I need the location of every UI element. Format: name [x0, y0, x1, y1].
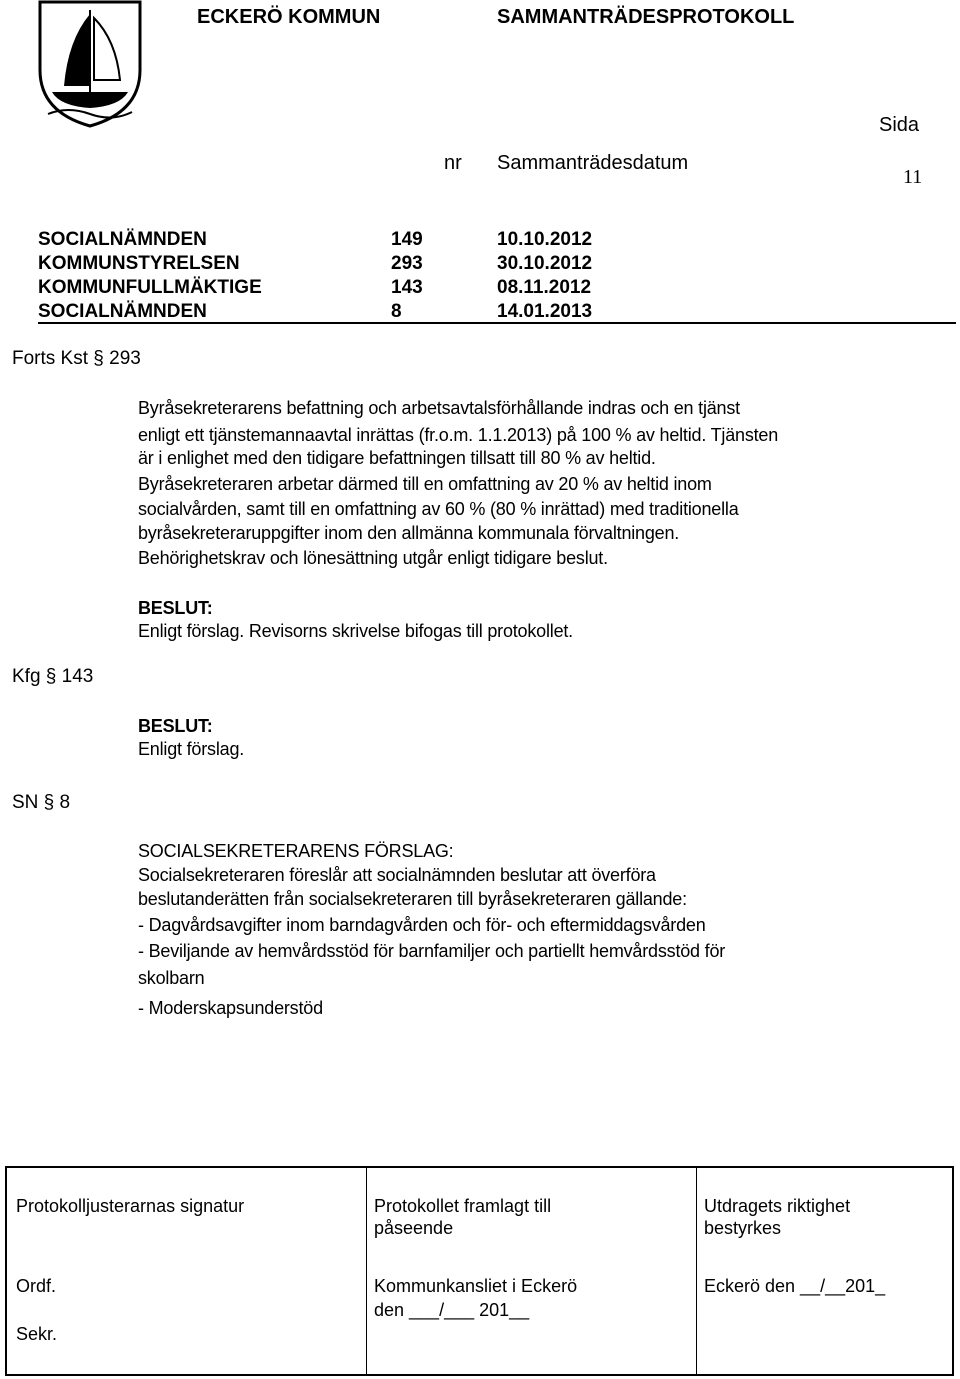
certified-heading-line2: bestyrkes	[704, 1218, 782, 1238]
sn-proposal-heading: SOCIALSEKRETERARENS FÖRSLAG:	[138, 841, 454, 861]
eckero-coat-of-arms-logo	[38, 0, 142, 128]
text-line: skolbarn	[138, 968, 205, 988]
text-line: - Dagvårdsavgifter inom barndagvården och för- och eftermiddagsvården	[138, 915, 706, 935]
meeting-date: 30.10.2012	[497, 253, 593, 274]
certified-heading-line1: Utdragets riktighet	[704, 1196, 851, 1216]
ks-paragraph-ref: Forts Kst § 293	[12, 348, 141, 369]
text-line: - Beviljande av hemvårdsstöd för barnfamiljer och partiellt hemvårdsstöd för	[138, 941, 726, 961]
meeting-date: 14.01.2013	[497, 301, 593, 322]
text-line: Socialsekreteraren föreslår att socialnämnden beslutar att överföra	[138, 865, 656, 885]
date-column-label: Sammanträdesdatum	[497, 152, 689, 174]
meeting-nr: 143	[391, 277, 423, 298]
meeting-date: 08.11.2012	[497, 277, 592, 298]
meeting-nr: 8	[391, 301, 402, 322]
ks-beslut-text: Enligt förslag. Revisorns skrivelse bifogas till protokollet.	[138, 621, 573, 641]
meeting-body: KOMMUNSTYRELSEN	[38, 253, 240, 274]
header-divider	[38, 322, 956, 324]
meeting-body: SOCIALNÄMNDEN	[38, 301, 207, 322]
posted-date: den ___/___ 201__	[374, 1300, 530, 1320]
municipality-name: ECKERÖ KOMMUN	[197, 6, 381, 28]
nr-column-label: nr	[444, 152, 462, 174]
text-line: enligt ett tjänstemannaavtal inrättas (fr.o.m. 1.1.2013) på 100 % av heltid. Tjänsten	[138, 425, 779, 445]
text-line: Byråsekreterarens befattning och arbetsavtalsförhållande indras och en tjänst	[138, 398, 740, 418]
column-divider	[366, 1168, 367, 1374]
page-number: 11	[903, 166, 923, 188]
kfg-beslut-label: BESLUT:	[138, 716, 213, 736]
meeting-date: 10.10.2012	[497, 229, 593, 250]
sn-paragraph-ref: SN § 8	[12, 792, 71, 813]
ks-beslut-label: BESLUT:	[138, 598, 213, 618]
text-line: beslutanderätten från socialsekreteraren till byråsekreteraren gällande:	[138, 889, 687, 909]
column-divider	[696, 1168, 697, 1374]
kfg-paragraph-ref: Kfg § 143	[12, 666, 94, 687]
kfg-beslut-text: Enligt förslag.	[138, 739, 245, 759]
posted-heading-line2: påseende	[374, 1218, 454, 1238]
chair-label: Ordf.	[16, 1276, 57, 1296]
text-line: Behörighetskrav och lönesättning utgår enligt tidigare beslut.	[138, 548, 608, 568]
text-line: byråsekreteraruppgifter inom den allmänna kommunala förvaltningen.	[138, 523, 680, 543]
meeting-nr: 149	[391, 229, 423, 250]
secretary-label: Sekr.	[16, 1324, 58, 1344]
meeting-body: KOMMUNFULLMÄKTIGE	[38, 277, 262, 298]
text-line: är i enlighet med den tidigare befattningen tillsatt till 80 % av heltid.	[138, 448, 656, 468]
text-line: Byråsekreteraren arbetar därmed till en omfattning av 20 % av heltid inom	[138, 474, 712, 494]
signature-heading: Protokolljusterarnas signatur	[16, 1196, 245, 1216]
page-label: Sida	[879, 114, 920, 136]
posted-heading-line1: Protokollet framlagt till	[374, 1196, 552, 1216]
signature-box	[5, 1166, 954, 1376]
text-line: - Moderskapsunderstöd	[138, 998, 323, 1018]
text-line: socialvården, samt till en omfattning av 60 % (80 % inrättad) med traditionella	[138, 499, 739, 519]
certified-date: Eckerö den __/__201_	[704, 1276, 886, 1296]
meeting-nr: 293	[391, 253, 423, 274]
meeting-body: SOCIALNÄMNDEN	[38, 229, 207, 250]
posted-place: Kommunkansliet i Eckerö	[374, 1276, 578, 1296]
document-type: SAMMANTRÄDESPROTOKOLL	[497, 6, 795, 28]
